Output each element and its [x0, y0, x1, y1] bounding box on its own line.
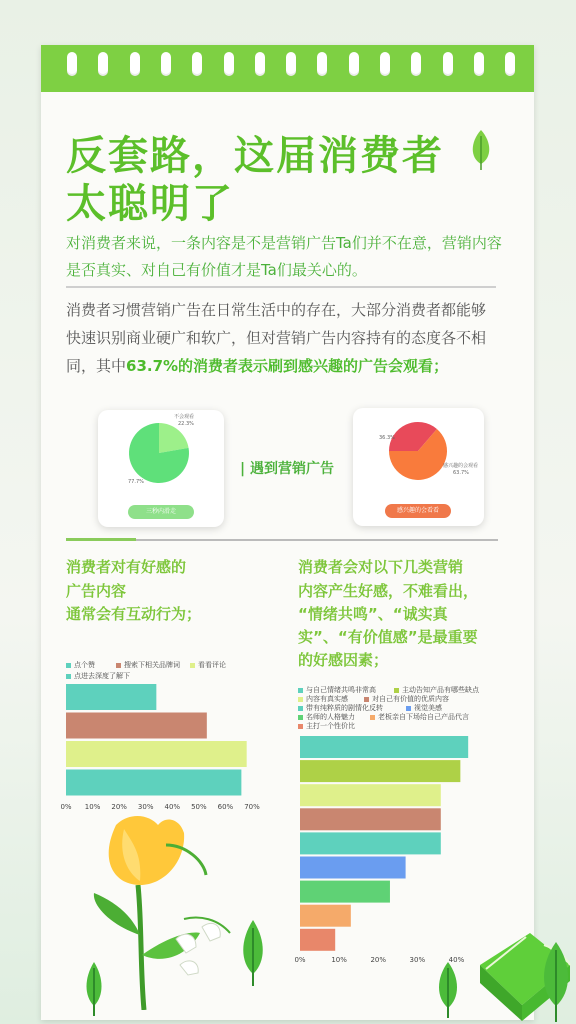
pie1-percent-small: 22.3%: [178, 421, 194, 427]
bar: [300, 929, 335, 951]
x-tick-label: 0%: [60, 803, 72, 811]
pie2-label: 感兴趣的会观看: [443, 463, 479, 469]
binder-ring: [411, 52, 421, 76]
pie1-label: 不会观看: [174, 414, 195, 420]
legend-item: 搜索下相关品牌词: [116, 661, 180, 670]
x-tick-label: 30%: [409, 955, 426, 964]
x-tick-label: 30%: [137, 803, 154, 811]
pie2-pill: 感兴趣的会看看: [385, 504, 451, 518]
binder-ring: [67, 52, 77, 76]
bar: [300, 736, 468, 758]
x-tick-label: 10%: [331, 955, 347, 964]
legend-item: 主打一个性价比: [298, 722, 355, 731]
right-heading-l5: 的好感因素；: [298, 651, 389, 669]
pie2-percent-large: 63.7%: [453, 470, 469, 476]
x-tick-label: 40%: [448, 955, 465, 964]
page-title-line2: 太聪明了: [66, 181, 234, 227]
highlight-stat: 63.7%的消费者表示刷到感兴趣的广告会观看: [126, 357, 434, 375]
pie-card-watch: [353, 408, 484, 526]
right-heading-l2: 内容产生好感，不难看出，: [298, 582, 479, 600]
left-legend: [66, 661, 266, 681]
right-heading-l3: “情绪共鸣”、“诚实真: [298, 605, 448, 623]
left-heading-l1: 消费者对有好感的: [66, 558, 187, 576]
leaf-icon: [468, 128, 494, 172]
bar: [300, 832, 441, 854]
section-rule-green: [66, 538, 136, 541]
intro-paragraph: 消费者习惯营销广告在日常生活中的存在，大部分消费者都能够快速识别商业硬广和软广，但对营销广告内容持有的态度各不相同，其中63.7%的消费者表示刷到感兴趣的广告会观看；: [66, 301, 487, 375]
binder-ring: [286, 52, 296, 76]
binder-ring: [443, 52, 453, 76]
bar: [300, 784, 441, 806]
bar: [66, 741, 247, 767]
tulip-illustration: [80, 815, 255, 1010]
right-heading-l1: 消费者会对以下几类营销: [298, 558, 464, 576]
lead-text: 对消费者来说，一条内容是不是营销广告Ta们并不在意，营销内容是否真实、对自己有价值才是Ta们最关心的。: [66, 234, 502, 279]
left-heading-l2: 广告内容: [66, 582, 127, 600]
left-heading-l3: 通常会有互动行为；: [66, 605, 202, 623]
page-title-line1: 反套路，这届消费者: [66, 133, 444, 179]
interaction-bar-chart: [54, 680, 269, 815]
legend-item: 对自己有价值的优质内容: [364, 695, 449, 704]
legend-item: 视觉美感: [406, 704, 442, 713]
legend-item: 带有纯粹质的剧情化反转: [298, 704, 383, 713]
legend-item: 点个赞: [66, 661, 95, 670]
binder-ring: [349, 52, 359, 76]
pie-chart-skip: [98, 410, 224, 505]
bar: [66, 713, 207, 739]
tree-icon: [434, 960, 462, 1020]
binder-ring: [224, 52, 234, 76]
legend-item: 看看评论: [190, 661, 226, 670]
bar: [300, 760, 460, 782]
right-legend: [298, 686, 508, 732]
binder-ring: [192, 52, 202, 76]
pie-slice: [159, 423, 189, 453]
binder-ring: [474, 52, 484, 76]
tree-icon: [238, 918, 268, 988]
x-tick-label: 50%: [191, 803, 207, 811]
legend-item: 主动告知产品有哪些缺点: [394, 686, 479, 695]
binder-ring: [380, 52, 390, 76]
pie2-percent-small: 36.3%: [379, 435, 395, 441]
legend-item: 名师的人格魅力: [298, 713, 355, 722]
binder-ring: [130, 52, 140, 76]
pie1-pill: 三秒内滑走: [128, 505, 194, 519]
legend-item: 点进去深度了解下: [66, 672, 130, 681]
x-tick-label: 10%: [84, 803, 101, 811]
divider: [66, 286, 496, 288]
binder-ring: [98, 52, 108, 76]
bar: [300, 857, 406, 879]
binder-ring: [505, 52, 515, 76]
bar: [66, 684, 156, 710]
legend-item: 内容有真实感: [298, 695, 348, 704]
legend-item: 老板亲自下场给自己产品代言: [370, 713, 469, 722]
binder-ring: [161, 52, 171, 76]
mid-label: | 遇到营销广告: [240, 461, 334, 477]
pie-card-skip: [98, 410, 224, 527]
x-tick-label: 70%: [244, 803, 260, 811]
pie-chart-watch: [353, 408, 484, 503]
binder-ring: [255, 52, 265, 76]
x-tick-label: 60%: [217, 803, 234, 811]
tree-icon: [82, 960, 106, 1018]
legend-item: 与自己情绪共鸣非常高: [298, 686, 376, 695]
x-tick-label: 20%: [370, 955, 387, 964]
bar: [300, 905, 351, 927]
tree-icon: [536, 940, 576, 1024]
right-heading-l4: 实”、“有价值感”是最重要: [298, 628, 478, 646]
favorability-bar-chart: [290, 732, 480, 967]
bar: [66, 770, 241, 796]
pie1-percent-large: 77.7%: [128, 479, 144, 485]
bar: [300, 808, 441, 830]
x-tick-label: 40%: [164, 803, 181, 811]
x-tick-label: 0%: [294, 955, 306, 964]
section-rule-gray: [136, 539, 498, 541]
binder-ring: [317, 52, 327, 76]
bar: [300, 881, 390, 903]
x-tick-label: 20%: [111, 803, 127, 811]
